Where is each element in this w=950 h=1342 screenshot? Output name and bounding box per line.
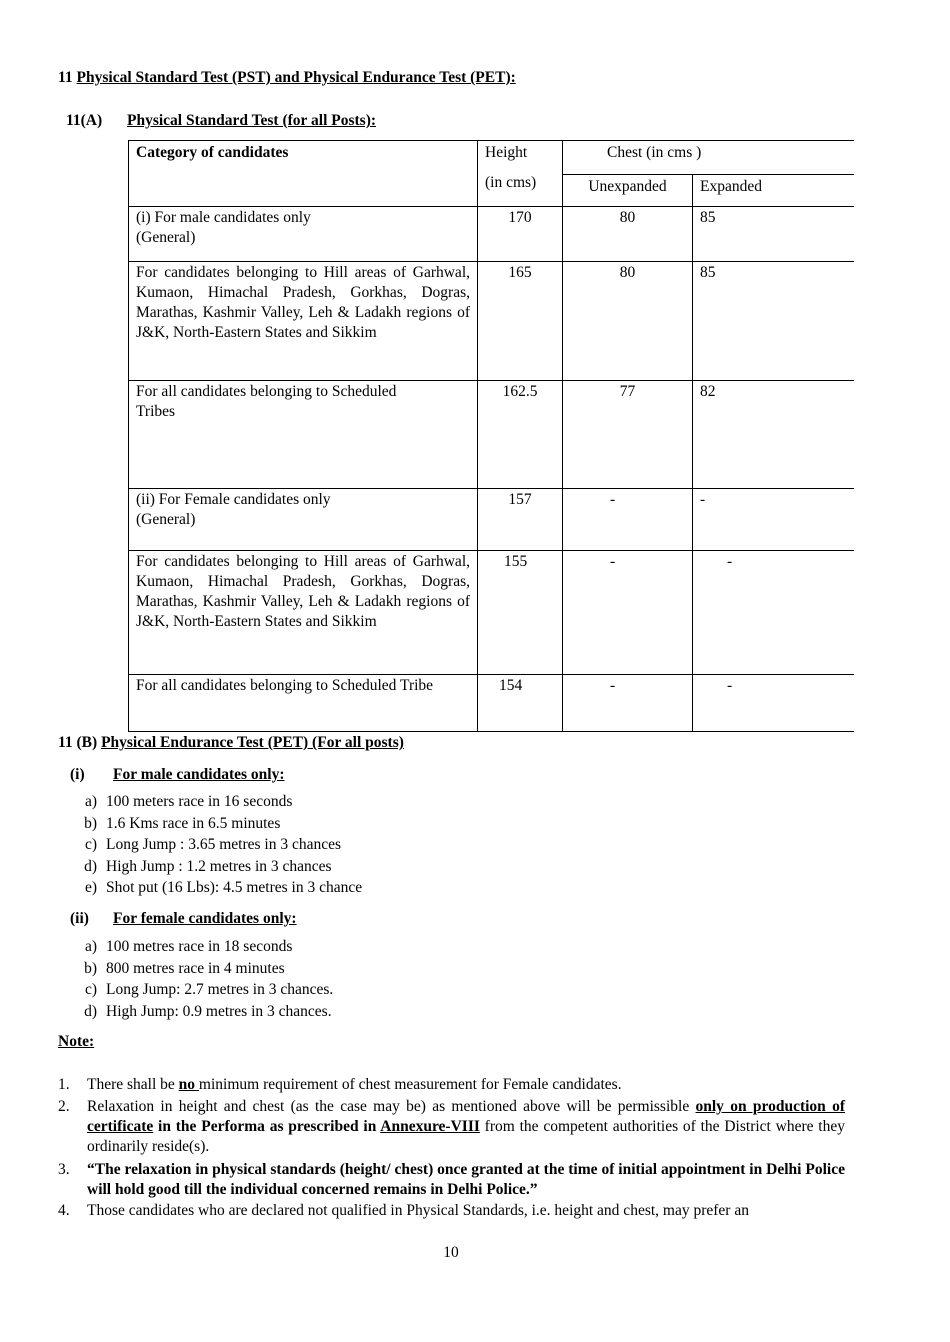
- list-item: [70, 959, 333, 981]
- row-expanded: 82: [693, 381, 854, 489]
- row-unexpanded: 80: [563, 262, 693, 381]
- list-marker: b): [84, 959, 97, 977]
- list-marker: d): [84, 857, 97, 875]
- header-category: Category of candidates: [129, 141, 478, 207]
- row-category: For all candidates belonging to Scheduled Tribes: [129, 381, 478, 489]
- row-category-line1: (i) For male candidates only: [136, 209, 311, 226]
- note-emphasis: Annexure-VIII: [380, 1118, 480, 1135]
- page-number: 10: [443, 1244, 459, 1261]
- row-unexpanded: 80: [563, 207, 693, 262]
- pst-table: [128, 140, 854, 732]
- list-text: 800 metres race in 4 minutes: [106, 959, 285, 977]
- pet-female-list: [70, 937, 333, 1023]
- header-height-line1: Height: [485, 144, 528, 161]
- section-number: 11: [58, 69, 73, 86]
- list-item: [70, 1002, 333, 1024]
- note-number: 2.: [58, 1098, 70, 1115]
- list-marker: b): [84, 814, 97, 832]
- pet-label: 11 (B): [58, 734, 98, 751]
- table-row: [129, 262, 854, 381]
- list-text: 100 metres race in 18 seconds: [106, 938, 293, 955]
- note-text-part: There shall be: [87, 1076, 179, 1093]
- row-category: [129, 207, 478, 262]
- pet-male-list: [70, 792, 362, 900]
- row-category: For candidates belonging to Hill areas of Garhwal, Kumaon, Himachal Pradesh, Gorkhas, Dogras, Marathas, Kashmir Valley, Leh & Ladakh regions of J&K, North-Eastern States and Sikkim: [129, 262, 478, 381]
- list-marker: a): [84, 793, 97, 810]
- header-expanded: Expanded: [693, 175, 854, 207]
- note-emphasis: no: [178, 1076, 199, 1093]
- row-expanded: -: [693, 489, 854, 551]
- row-category-line1: (ii) For Female candidates only: [136, 491, 331, 508]
- note-title: Note:: [58, 1033, 95, 1050]
- note-text: [87, 1075, 845, 1095]
- note-text-part: Relaxation in height and chest (as the case may be) as mentioned above will be permissible: [87, 1098, 696, 1115]
- list-text: 100 meters race in 16 seconds: [106, 793, 293, 810]
- row-height: 162.5: [478, 381, 563, 489]
- table-row: [129, 489, 854, 551]
- row-height: 165: [478, 262, 563, 381]
- row-height: 170: [478, 207, 563, 262]
- list-marker: c): [84, 836, 97, 854]
- section-heading: [58, 68, 516, 88]
- row-unexpanded: 77: [563, 381, 693, 489]
- table-row: [129, 207, 854, 262]
- pst-title: Physical Standard Test (for all Posts):: [127, 112, 377, 129]
- row-height: 155: [478, 551, 563, 675]
- row-expanded: -: [693, 551, 854, 675]
- row-category: For candidates belonging to Hill areas of Garhwal, Kumaon, Himachal Pradesh, Gorkhas, Dogras, Marathas, Kashmir Valley, Leh & Ladakh regions of J&K, North-Eastern States and Sikkim: [129, 551, 478, 675]
- pst-label: 11(A): [66, 112, 103, 129]
- row-height: 154: [478, 675, 563, 732]
- pet-female-label: (ii): [70, 910, 89, 927]
- table-row: [129, 381, 854, 489]
- note-text: “The relaxation in physical standards (height/ chest) once granted at the time of initial appointment in Delhi Police will hold good till the individual concerned remains in Delhi Police.”: [87, 1161, 845, 1198]
- list-item: [70, 980, 333, 1002]
- list-marker: d): [84, 1002, 97, 1020]
- row-category-line2: (General): [136, 229, 196, 246]
- table-header-row: [129, 141, 854, 175]
- pet-male-label: (i): [70, 766, 85, 783]
- row-expanded: -: [693, 675, 854, 732]
- note-text-part: from the competent authorities of the District where they ordinarily reside(s).: [87, 1118, 845, 1155]
- row-height: 157: [478, 489, 563, 551]
- list-item: [70, 814, 362, 836]
- row-expanded: 85: [693, 262, 854, 381]
- table-row: [129, 675, 854, 732]
- list-item: [70, 878, 362, 900]
- note-text: [87, 1097, 845, 1157]
- list-text: Long Jump: 2.7 metres in 3 chances.: [106, 981, 334, 999]
- list-marker: c): [84, 981, 97, 999]
- header-height: [478, 141, 563, 207]
- pet-male-title: For male candidates only:: [113, 766, 285, 783]
- note-item: [58, 1160, 845, 1200]
- list-marker: a): [84, 938, 97, 955]
- list-text: 1.6 Kms race in 6.5 minutes: [106, 814, 281, 832]
- row-unexpanded: -: [563, 675, 693, 732]
- section-title: Physical Standard Test (PST) and Physical Endurance Test (PET):: [76, 69, 516, 86]
- list-marker: e): [84, 879, 97, 897]
- note-text-part: in the Performa as prescribed in: [153, 1118, 381, 1135]
- note-item: [58, 1075, 845, 1095]
- row-expanded: 85: [693, 207, 854, 262]
- note-number: 1.: [58, 1076, 70, 1093]
- table-row: [129, 551, 854, 675]
- row-category: [129, 489, 478, 551]
- note-text-part: minimum requirement of chest measurement for Female candidates.: [198, 1076, 622, 1093]
- list-text: High Jump: 0.9 metres in 3 chances.: [106, 1002, 332, 1020]
- header-unexpanded: Unexpanded: [563, 175, 693, 207]
- row-unexpanded: -: [563, 551, 693, 675]
- note-item: [58, 1097, 845, 1157]
- pet-female-title: For female candidates only:: [113, 910, 297, 927]
- list-text: High Jump : 1.2 metres in 3 chances: [106, 857, 332, 875]
- row-category-line2: (General): [136, 511, 196, 528]
- pet-title: Physical Endurance Test (PET) (For all posts): [101, 734, 404, 751]
- note-number: 4.: [58, 1202, 70, 1219]
- note-number: 3.: [58, 1161, 70, 1178]
- list-item: [70, 937, 333, 959]
- list-text: Long Jump : 3.65 metres in 3 chances: [106, 836, 342, 854]
- row-category: For all candidates belonging to Scheduled Tribe: [129, 675, 478, 732]
- list-item: [70, 792, 362, 814]
- header-height-line2: (in cms): [485, 174, 537, 191]
- list-item: [70, 835, 362, 857]
- list-item: [70, 857, 362, 879]
- note-text: Those candidates who are declared not qualified in Physical Standards, i.e. height and chest, may prefer an: [87, 1202, 749, 1219]
- pet-heading: [58, 733, 404, 753]
- header-chest: Chest (in cms ): [563, 141, 854, 175]
- row-unexpanded: -: [563, 489, 693, 551]
- note-item: [58, 1201, 845, 1221]
- note-emphasis: only on production of certificate: [87, 1098, 846, 1135]
- list-text: Shot put (16 Lbs): 4.5 metres in 3 chance: [106, 879, 363, 897]
